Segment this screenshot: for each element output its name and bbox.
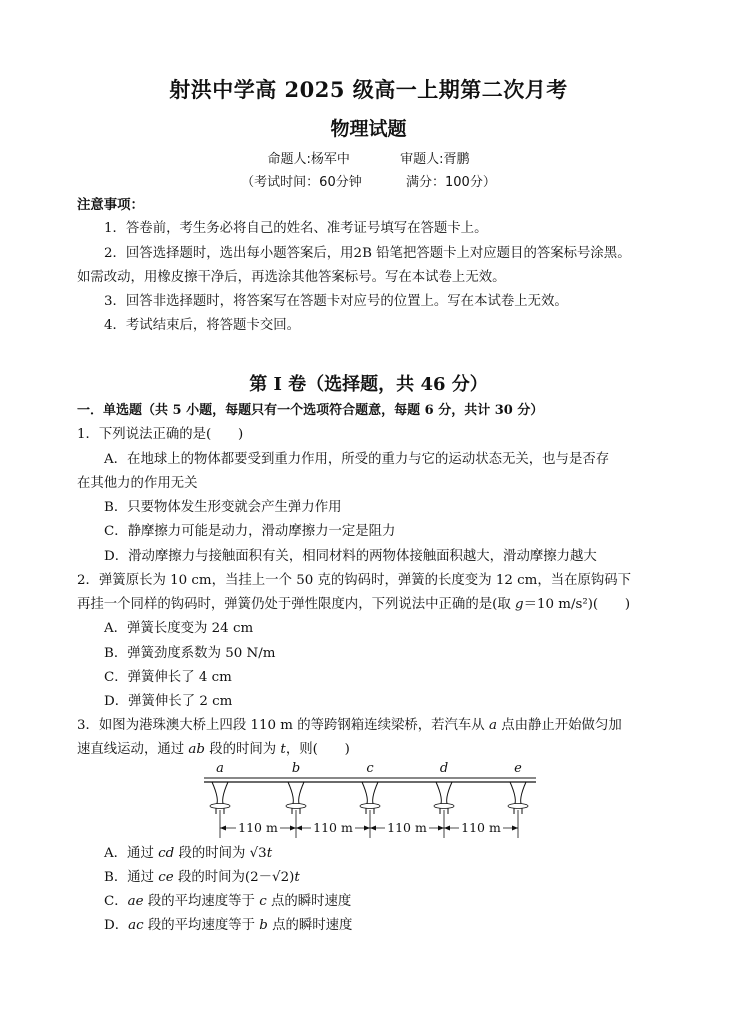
q3-stem-line1: 3．如图为港珠澳大桥上四段 110 m 的等跨钢箱连续梁桥，若汽车从 a 点由静止开始做匀加 [77, 718, 622, 733]
span-label: 110 m [313, 820, 353, 835]
bridge-diagram [200, 760, 540, 842]
pier-e [510, 782, 526, 814]
q2-option-c: C．弹簧伸长了 4 cm [104, 670, 232, 685]
q3-option-a: A．通过 cd 段的时间为 √3t [104, 846, 273, 861]
exam-time: （考试时间：60分钟 [241, 175, 362, 190]
section-title: 第 I 卷（选择题，共 46 分） [249, 374, 488, 395]
point-label-d: d [439, 761, 449, 776]
point-label-e: e [514, 761, 522, 776]
q2-stem-line2: 再挂一个同样的钩码时，弹簧仍处于弹性限度内，下列说法中正确的是(取 g＝10 m/s²)( ) [77, 597, 631, 612]
note-item: 3．回答非选择题时，将答案写在答题卡对应号的位置上。写在本试卷上无效。 [104, 294, 568, 309]
q1-option-b: B．只要物体发生形变就会产生弹力作用 [104, 500, 342, 515]
point-label-a: a [216, 761, 224, 776]
exam-score: 满分：100分） [406, 175, 496, 190]
pier-b [288, 782, 304, 814]
q3-option-b: B．通过 ce 段的时间为(2－√2)t [104, 870, 300, 885]
author-row [0, 148, 737, 167]
span-label: 110 m [461, 820, 501, 835]
q1-option-c: C．静摩擦力可能是动力，滑动摩擦力一定是阻力 [104, 524, 396, 539]
q2-option-b: B．弹簧劲度系数为 50 N/m [104, 646, 276, 661]
q1-stem: 1．下列说法正确的是( ) [77, 427, 244, 442]
note-item: 2．回答选择题时，选出每小题答案后，用2B 铅笔把答题卡上对应题目的答案标号涂黑。 [104, 246, 631, 261]
note-item: 1．答卷前，考生务必将自己的姓名、准考证号填写在答题卡上。 [104, 221, 488, 236]
reviewer-label: 审题人:胥鹏 [400, 152, 470, 167]
q1-option-d: D．滑动摩擦力与接触面积有关，相同材料的两物体接触面积越大，滑动摩擦力越大 [104, 549, 597, 564]
span-label: 110 m [238, 820, 278, 835]
author-label: 命题人:杨军中 [267, 152, 350, 167]
span-label: 110 m [387, 820, 427, 835]
q3-stem-line2: 速直线运动，通过 ab 段的时间为 t，则( ) [77, 742, 350, 757]
q2-option-a: A．弹簧长度变为 24 cm [104, 621, 254, 636]
q1-option-a-cont: 在其他力的作用无关 [77, 476, 198, 491]
q3-option-c: C．ae 段的平均速度等于 c 点的瞬时速度 [104, 894, 352, 909]
point-label-b: b [291, 761, 301, 776]
note-item: 如需改动，用橡皮擦干净后，再选涂其他答案标号。写在本试卷上无效。 [77, 270, 506, 285]
time-score-row [0, 171, 737, 190]
pier-a [212, 782, 228, 814]
exam-title: 射洪中学高 2025 级高一上期第二次月考 [169, 77, 568, 102]
exam-subtitle: 物理试题 [330, 118, 407, 140]
q3-option-d: D．ac 段的平均速度等于 b 点的瞬时速度 [104, 918, 353, 933]
pier-c [362, 782, 378, 814]
note-item: 4．考试结束后，将答题卡交回。 [104, 318, 300, 333]
q1-option-a: A．在地球上的物体都要受到重力作用，所受的重力与它的运动状态无关，也与是否存 [104, 452, 610, 467]
point-label-c: c [366, 761, 374, 776]
q2-stem-line1: 2．弹簧原长为 10 cm，当挂上一个 50 克的钩码时，弹簧的长度变为 12 cm，当在原钩码下 [77, 573, 632, 588]
pier-d [436, 782, 452, 814]
part-title: 一．单选题（共 5 小题，每题只有一个选项符合题意，每题 6 分，共计 30 分） [77, 403, 544, 418]
notes-heading: 注意事项： [77, 197, 144, 213]
q2-option-d: D．弹簧伸长了 2 cm [104, 694, 233, 709]
